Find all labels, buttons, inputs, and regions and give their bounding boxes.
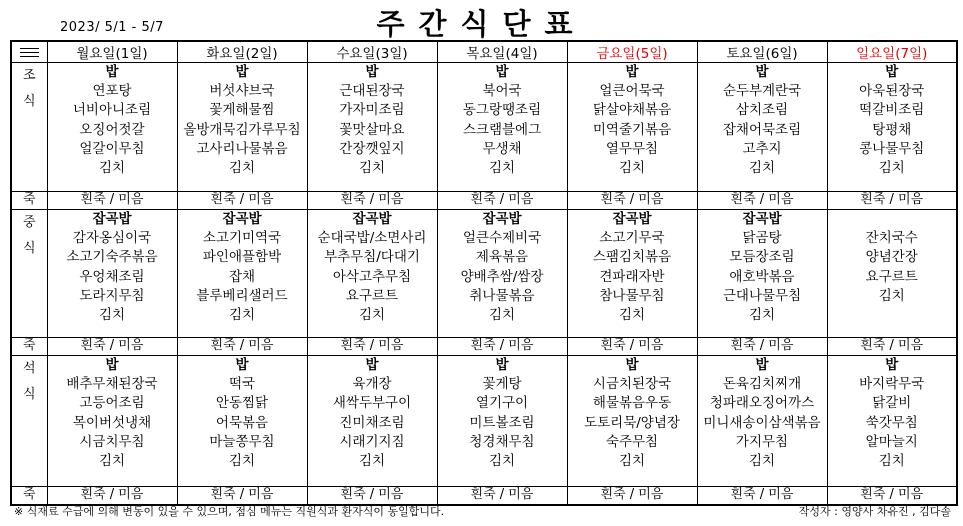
lunch-label [11, 210, 47, 338]
porridge-label: 죽 [11, 338, 47, 356]
menu-item: 근대나물무침 [722, 287, 802, 304]
menu-item: 청파래오징어까스 [709, 395, 815, 412]
rice-item: 밥 [625, 357, 639, 373]
menu-item: 스크램블에그 [462, 121, 542, 138]
day-header: 금요일(5일) [567, 41, 697, 63]
porridge-cell: 흰죽 / 미음 [567, 487, 697, 506]
menu-item: 우엉채조림 [79, 268, 145, 285]
menu-item: 김치 [618, 453, 646, 470]
menu-item: 김치 [618, 160, 646, 177]
menu-cell [437, 356, 567, 487]
porridge-cell: 흰죽 / 미음 [827, 338, 957, 356]
menu-item: 시금치된장국 [592, 376, 672, 393]
menu-item: 열무무침 [605, 140, 659, 157]
porridge-cell: 흰죽 / 미음 [307, 192, 437, 210]
meal-label-char: 식 [22, 94, 36, 109]
menu-item: 미역줄기볶음 [592, 121, 672, 138]
meal-label-char: 중 [22, 215, 36, 230]
menu-item: 무생채 [482, 140, 522, 157]
day-header: 일요일(7일) [827, 41, 957, 63]
menu-item: 아욱된장국 [859, 83, 925, 100]
menu-item: 가지무침 [735, 433, 789, 450]
rice-item: 밥 [495, 357, 509, 373]
menu-item: 떡갈비조림 [859, 102, 925, 119]
menu-item: 김치 [358, 307, 386, 324]
footer-note: ※ 식재료 수급에 의해 변동이 있을 수 있으며, 점심 메뉴는 직원식과 환자식이 동일합니다. [14, 505, 445, 518]
menu-cell [437, 63, 567, 192]
menu-item: 김치 [878, 287, 905, 304]
porridge-cell: 흰죽 / 미음 [177, 487, 307, 506]
menu-item: 시금치무침 [79, 433, 145, 450]
menu-item: 김치 [358, 453, 386, 470]
porridge-cell: 흰죽 / 미음 [697, 192, 827, 210]
porridge-cell: 흰죽 / 미음 [47, 338, 177, 356]
rice-item: 잡곡밥 [352, 211, 392, 227]
menu-item: 삼치조림 [735, 102, 789, 119]
dinner-row [11, 356, 957, 487]
menu-cell [697, 356, 827, 487]
rice-item: 밥 [885, 64, 899, 80]
rice-item: 잡곡밥 [222, 211, 262, 227]
porridge-cell: 흰죽 / 미음 [567, 338, 697, 356]
menu-cell [47, 356, 177, 487]
porridge-cell: 흰죽 / 미음 [567, 192, 697, 210]
menu-item: 닭갈비 [872, 395, 912, 412]
porridge-cell: 흰죽 / 미음 [827, 192, 957, 210]
rice-item: 밥 [365, 357, 379, 373]
porridge-cell: 흰죽 / 미음 [47, 487, 177, 506]
menu-item: 순대국밥/소면사리 [317, 230, 427, 247]
menu-item: 취나물볶음 [469, 287, 535, 304]
menu-item: 탕평채 [872, 121, 912, 138]
menu-item: 요구르트 [865, 268, 918, 285]
rice-item: 밥 [105, 357, 119, 373]
menu-item: 블루베리샐러드 [196, 287, 288, 304]
porridge-cell: 흰죽 / 미음 [177, 338, 307, 356]
menu-item: 김치 [228, 453, 256, 470]
menu-cell [307, 63, 437, 192]
lunch-row [11, 210, 957, 338]
menu-item: 소고기무국 [599, 230, 665, 247]
menu-item: 청경채무침 [469, 433, 535, 450]
menu-item: 잡채 [228, 268, 256, 285]
menu-item: 잔치국수 [865, 230, 918, 247]
rice-item: 밥 [885, 357, 899, 373]
menu-cell [177, 356, 307, 487]
menu-item: 모듬장조림 [729, 249, 795, 266]
menu-item: 육개장 [352, 376, 392, 393]
menu-item: 닭곰탕 [742, 230, 782, 247]
rice-item: 밥 [105, 64, 119, 80]
menu-cell [697, 63, 827, 192]
porridge-cell: 흰죽 / 미음 [697, 338, 827, 356]
menu-cell [307, 210, 437, 338]
menu-cell [177, 63, 307, 192]
lunch-porridge-row [11, 338, 957, 356]
meal-label-char: 식 [22, 241, 36, 256]
menu-item [828, 306, 957, 325]
menu-item: 새싹두부구이 [332, 395, 412, 412]
menu-item: 열기구이 [475, 395, 529, 412]
menu-item: 배추무채된장국 [66, 376, 158, 393]
menu-item: 부추무침/다대기 [324, 249, 420, 266]
rice-item: 밥 [365, 64, 379, 80]
rice-item: 잡곡밥 [742, 211, 782, 227]
menu-item: 시래기지짐 [339, 433, 405, 450]
rice-item: 밥 [235, 357, 249, 373]
menu-item: 올방개묵김가루무침 [183, 121, 301, 138]
menu-item: 김치 [878, 453, 905, 470]
menu-item: 김치 [98, 160, 126, 177]
porridge-cell: 흰죽 / 미음 [437, 487, 567, 506]
menu-item: 가자미조림 [339, 102, 405, 119]
menu-item: 버섯샤브국 [209, 83, 275, 100]
menu-cell [697, 210, 827, 338]
day-header: 목요일(4일) [437, 41, 567, 63]
meal-label-char: 조 [22, 68, 36, 83]
menu-item: 김치 [748, 453, 776, 470]
menu-item: 김치 [358, 160, 386, 177]
menu-item: 김치 [228, 307, 256, 324]
breakfast-label [11, 63, 47, 192]
menu-item: 순두부계란국 [722, 83, 802, 100]
menu-item: 제육볶음 [475, 249, 529, 266]
rice-item: 밥 [755, 64, 769, 80]
menu-item: 연포탕 [92, 83, 132, 100]
porridge-cell: 흰죽 / 미음 [437, 338, 567, 356]
porridge-cell: 흰죽 / 미음 [697, 487, 827, 506]
menu-item: 돈육김치찌개 [722, 376, 802, 393]
menu-item: 소고기미역국 [202, 230, 282, 247]
dinner-label [11, 356, 47, 487]
rice-item: 잡곡밥 [612, 211, 652, 227]
menu-item: 알마늘지 [865, 433, 918, 450]
menu-item: 떡국 [228, 376, 256, 393]
rice-item: 잡곡밥 [92, 211, 132, 227]
day-header: 토요일(6일) [697, 41, 827, 63]
rice-item: 밥 [625, 64, 639, 80]
meal-label-char: 식 [22, 387, 36, 402]
menu-cell [437, 210, 567, 338]
menu-item: 꽃게탕 [482, 376, 522, 393]
menu-item: 콩나물무침 [859, 140, 925, 157]
footer-author: 작성자 : 영양사 차유진 , 김다솔 [798, 505, 951, 518]
menu-item: 얼큰어묵국 [599, 83, 665, 100]
page-title: 주간식단표 [376, 7, 587, 41]
porridge-cell: 흰죽 / 미음 [47, 192, 177, 210]
menu-item: 간장깻잎지 [339, 140, 405, 157]
menu-item: 너비아니조림 [72, 102, 152, 119]
menu-item: 해물볶음우동 [592, 395, 672, 412]
menu-cell [827, 356, 957, 487]
day-header: 월요일(1일) [47, 41, 177, 63]
menu-item: 안동찜닭 [215, 395, 269, 412]
menu-item: 양념간장 [865, 249, 918, 266]
porridge-cell: 흰죽 / 미음 [307, 487, 437, 506]
menu-item: 마늘쫑무침 [209, 433, 275, 450]
menu-item: 애호박볶음 [729, 268, 795, 285]
menu-item: 김치 [748, 307, 776, 324]
menu-item: 소고기숙주볶음 [66, 249, 158, 266]
menu-item: 아삭고추무침 [332, 268, 412, 285]
menu-item: 닭살야채볶음 [592, 102, 672, 119]
porridge-cell: 흰죽 / 미음 [827, 487, 957, 506]
menu-item: 고추지 [742, 140, 782, 157]
menu-item: 동그랑땡조림 [462, 102, 542, 119]
menu-item: 목이버섯냉채 [72, 414, 152, 431]
menu-cell [827, 63, 957, 192]
menu-item: 오징어젓갈 [79, 121, 145, 138]
rice-item: 밥 [235, 64, 249, 80]
menu-cell [567, 356, 697, 487]
menu-item: 스팸김치볶음 [592, 249, 672, 266]
weekly-menu-table [10, 40, 958, 506]
porridge-cell: 흰죽 / 미음 [177, 192, 307, 210]
rice-item: 밥 [495, 64, 509, 80]
menu-cell [307, 356, 437, 487]
menu-item: 김치 [488, 307, 516, 324]
menu-item: 김치 [98, 307, 126, 324]
rice-item: 잡곡밥 [482, 211, 522, 227]
menu-item: 바지락무국 [859, 376, 925, 393]
menu-item: 진미채조림 [339, 414, 405, 431]
menu-item: 김치 [488, 453, 516, 470]
rice-item: 밥 [755, 357, 769, 373]
date-range: 2023/ 5/1 - 5/7 [60, 20, 164, 35]
meal-label-char: 석 [22, 361, 36, 376]
menu-item: 도라지무침 [79, 287, 145, 304]
menu-item: 김치 [878, 160, 905, 177]
menu-item: 숙주무침 [605, 433, 659, 450]
menu-item: 잡채어묵조림 [722, 121, 802, 138]
menu-item: 북어국 [482, 83, 522, 100]
menu-cell [567, 63, 697, 192]
corner-cell [11, 41, 47, 63]
day-header: 수요일(3일) [307, 41, 437, 63]
menu-item: 미니새송이삼색볶음 [703, 414, 821, 431]
menu-item: 어묵볶음 [215, 414, 269, 431]
menu-item: 파인애플함박 [202, 249, 282, 266]
porridge-label: 죽 [11, 487, 47, 506]
menu-item: 꽃맛살마요 [339, 121, 405, 138]
menu-item: 김치 [618, 307, 646, 324]
menu-item: 감자옹심이국 [72, 230, 152, 247]
menu-cell [47, 63, 177, 192]
breakfast-row [11, 63, 957, 192]
menu-item: 쑥갓무침 [865, 414, 918, 431]
menu-item: 얼큰수제비국 [462, 230, 542, 247]
menu-item: 도토리묵/양념장 [584, 414, 680, 431]
menu-item: 김치 [98, 453, 126, 470]
menu-item: 꽃게해물찜 [209, 102, 275, 119]
menu-item: 김치 [748, 160, 776, 177]
menu-cell [47, 210, 177, 338]
breakfast-porridge-row [11, 192, 957, 210]
menu-item: 얼갈이무침 [79, 140, 145, 157]
menu-item: 김치 [488, 160, 516, 177]
rice-item [828, 210, 957, 229]
menu-item: 요구르트 [345, 287, 399, 304]
menu-item: 양배추쌈/쌈장 [460, 268, 544, 285]
menu-cell [177, 210, 307, 338]
porridge-label: 죽 [11, 192, 47, 210]
menu-item: 견파래자반 [599, 268, 665, 285]
day-header-row [11, 41, 957, 63]
menu-cell [567, 210, 697, 338]
menu-item: 근대된장국 [339, 83, 405, 100]
porridge-cell: 흰죽 / 미음 [307, 338, 437, 356]
porridge-cell: 흰죽 / 미음 [437, 192, 567, 210]
menu-item: 김치 [228, 160, 256, 177]
menu-item: 미트볼조림 [469, 414, 535, 431]
menu-item: 고사리나물볶음 [196, 140, 288, 157]
day-header: 화요일(2일) [177, 41, 307, 63]
menu-item: 고등어조림 [79, 395, 145, 412]
menu-item: 참나물무침 [599, 287, 665, 304]
menu-cell [827, 210, 957, 338]
